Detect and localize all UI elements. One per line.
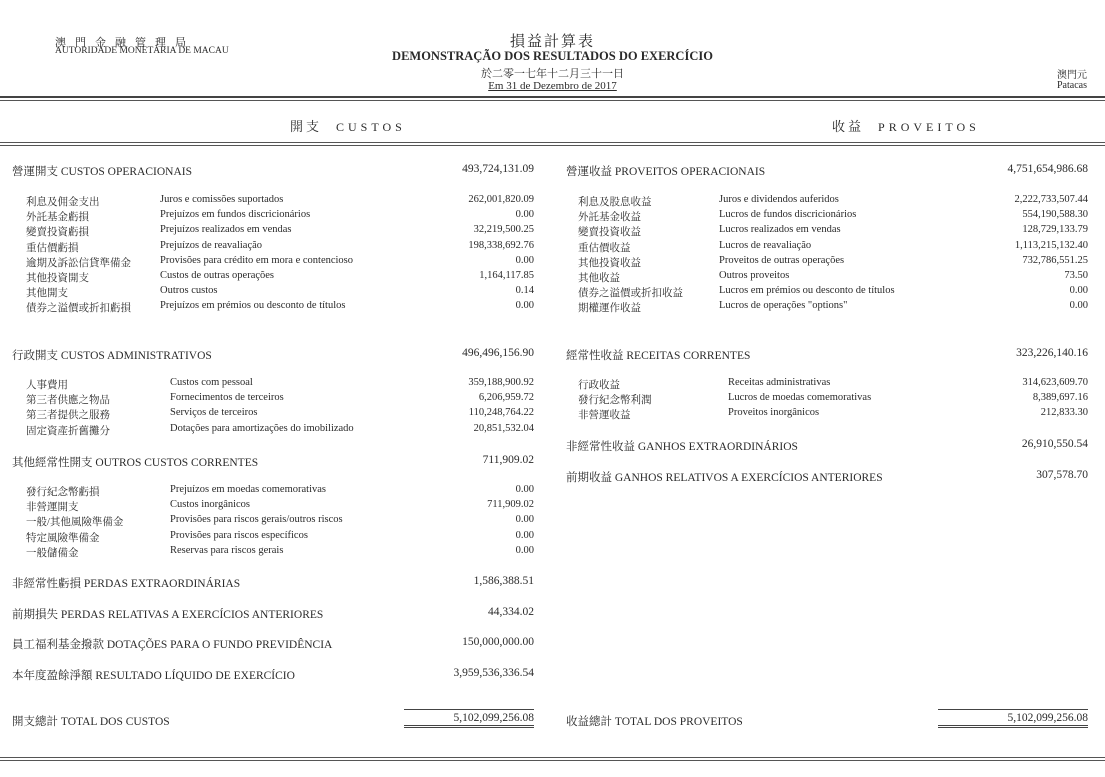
income-total-label: 收益總計 TOTAL DOS PROVEITOS [566, 716, 743, 728]
table-row: 變賣投資收益 Lucros realizados em vendas 128,729,133.79 [578, 224, 1088, 239]
table-row: 利息及股息收益 Juros e dividendos auferidos 2,222,733,507.44 [578, 194, 1088, 208]
statement-title-pt: DEMONSTRAÇÃO DOS RESULTADOS DO EXERCÍCIO [392, 49, 713, 63]
statement-date-cn: 於二零一七年十二月三十一日 [481, 68, 624, 80]
table-row: 行政收益 Receitas administrativas 314,623,609.70 [578, 377, 1088, 391]
table-row: 非營運開支 Custos inorgânicos 711,909.02 [26, 499, 534, 514]
table-row: 重估價虧損 Prejuízos de reavaliação 198,338,692.76 [26, 239, 534, 254]
income-total-amount: 5,102,099,256.08 [938, 709, 1088, 728]
table-row: 債券之溢價或折扣收益 Lucros em prémios ou desconto de títulos 0.00 [578, 285, 1088, 300]
table-row: 人事費用 Custos com pessoal 359,188,900.92 [26, 377, 534, 391]
table-row: 固定資產折舊攤分 Dotações para amortizações do imobilizado 20,851,532.04 [26, 422, 534, 437]
section-amount: 26,910,550.54 [1021, 438, 1088, 450]
section-label: 營運開支 CUSTOS OPERACIONAIS [12, 166, 192, 178]
table-row: 特定風險準備金 Provisões para riscos específicos 0.00 [26, 529, 534, 544]
costs-administrative-items [26, 377, 534, 438]
table-row: 其他開支 Outros custos 0.14 [26, 285, 534, 300]
table-row: 發行紀念幣虧損 Prejuízos em moedas comemorativas 0.00 [26, 484, 534, 498]
header-rule [0, 96, 1105, 98]
footer-rule [0, 757, 1105, 758]
table-row: 逾期及訴訟信貸準備金 Provisões para crédito em mora e contencioso 0.00 [26, 254, 534, 269]
org-name-pt: AUTORIDADE MONETÁRIA DE MACAU [55, 46, 229, 56]
section-label: 前期收益 GANHOS RELATIVOS A EXERCÍCIOS ANTERIORES [566, 472, 883, 484]
costs-heading-cn: 開支 [290, 119, 323, 134]
statement-date-pt: Em 31 de Dezembro de 2017 [488, 80, 617, 92]
table-row: 其他投資開支 Custos de outras operações 1,164,117.85 [26, 269, 534, 284]
section-amount: 711,909.02 [482, 454, 534, 466]
column-header-rule-2 [0, 145, 1105, 146]
section-amount: 44,334.02 [488, 606, 534, 618]
costs-total-label: 開支總計 TOTAL DOS CUSTOS [12, 716, 170, 728]
section-label: 經常性收益 RECEITAS CORRENTES [566, 350, 751, 362]
section-label: 員工福利基金撥款 DOTAÇÕES PARA O FUNDO PREVIDÊNCIA [12, 639, 333, 651]
table-row: 重估價收益 Lucros de reavaliação 1,113,215,132.40 [578, 239, 1088, 254]
statement-title-cn: 損益計算表 [509, 34, 595, 50]
section-label: 非經常性虧損 PERDAS EXTRAORDINÁRIAS [12, 578, 241, 590]
section-amount: 307,578.70 [1036, 469, 1088, 481]
currency-cn: 澳門元 [1057, 70, 1087, 81]
table-row: 外託基金虧損 Prejuízos em fundos discricionários 0.00 [26, 209, 534, 224]
income-heading-pt: PROVEITOS [878, 120, 980, 134]
section-label: 非經常性收益 GANHOS EXTRAORDINÁRIOS [566, 441, 798, 453]
table-row: 外託基金收益 Lucros de fundos discricionários 554,190,588.30 [578, 209, 1088, 224]
table-row: 其他投資收益 Proveitos de outras operações 732,786,551.25 [578, 254, 1088, 269]
table-row: 其他收益 Outros proveitos 73.50 [578, 269, 1088, 284]
costs-operational-items [26, 194, 534, 316]
income-current-items [578, 377, 1088, 423]
section-amount: 4,751,654,986.68 [1007, 163, 1088, 175]
table-row: 非營運收益 Proveitos inorgânicos 212,833.30 [578, 407, 1088, 422]
org-name-cn: 澳門金融管理局 [55, 37, 195, 49]
income-heading-cn: 收益 [832, 119, 865, 134]
table-row: 第三者供應之物品 Fornecimentos de terceiros 6,206,959.72 [26, 392, 534, 407]
table-row: 一般儲備金 Reservas para riscos gerais 0.00 [26, 544, 534, 559]
section-amount: 323,226,140.16 [1016, 347, 1088, 359]
column-header-rule [0, 142, 1105, 143]
currency-pt: Patacas [1057, 80, 1087, 91]
table-row: 債券之溢價或折扣虧損 Prejuízos em prémios ou desconto de títulos 0.00 [26, 300, 534, 315]
costs-other-current-items [26, 484, 534, 560]
header-rule-thin [0, 100, 1105, 101]
costs-total-amount: 5,102,099,256.08 [404, 709, 534, 728]
table-row: 第三者提供之服務 Serviços de terceiros 110,248,764.22 [26, 407, 534, 422]
section-amount: 150,000,000.00 [462, 636, 534, 648]
footer-rule-2 [0, 760, 1105, 761]
section-label: 前期損失 PERDAS RELATIVAS A EXERCÍCIOS ANTERIORES [12, 609, 324, 621]
table-row: 變賣投資虧損 Prejuízos realizados em vendas 32,219,500.25 [26, 224, 534, 239]
section-amount: 496,496,156.90 [462, 347, 534, 359]
section-label: 本年度盈餘淨額 RESULTADO LÍQUIDO DE EXERCÍCIO [12, 670, 295, 682]
income-heading [832, 116, 980, 135]
section-amount: 3,959,536,336.54 [453, 667, 534, 679]
section-label: 營運收益 PROVEITOS OPERACIONAIS [566, 166, 766, 178]
costs-heading [290, 116, 406, 135]
section-amount: 1,586,388.51 [473, 575, 534, 587]
section-amount: 493,724,131.09 [462, 163, 534, 175]
table-row: 期權運作收益 Lucros de operações "options" 0.00 [578, 300, 1088, 315]
income-operational-items [578, 194, 1088, 316]
table-row: 一般/其他風險準備金 Provisões para riscos gerais/outros riscos 0.00 [26, 514, 534, 529]
costs-heading-pt: CUSTOS [336, 120, 406, 134]
table-row: 發行紀念幣利潤 Lucros de moedas comemorativas 8,389,697.16 [578, 392, 1088, 407]
table-row: 利息及佣金支出 Juros e comissões suportados 262,001,820.09 [26, 194, 534, 208]
section-label: 行政開支 CUSTOS ADMINISTRATIVOS [12, 350, 212, 362]
section-label: 其他經常性開支 OUTROS CUSTOS CORRENTES [12, 457, 259, 469]
